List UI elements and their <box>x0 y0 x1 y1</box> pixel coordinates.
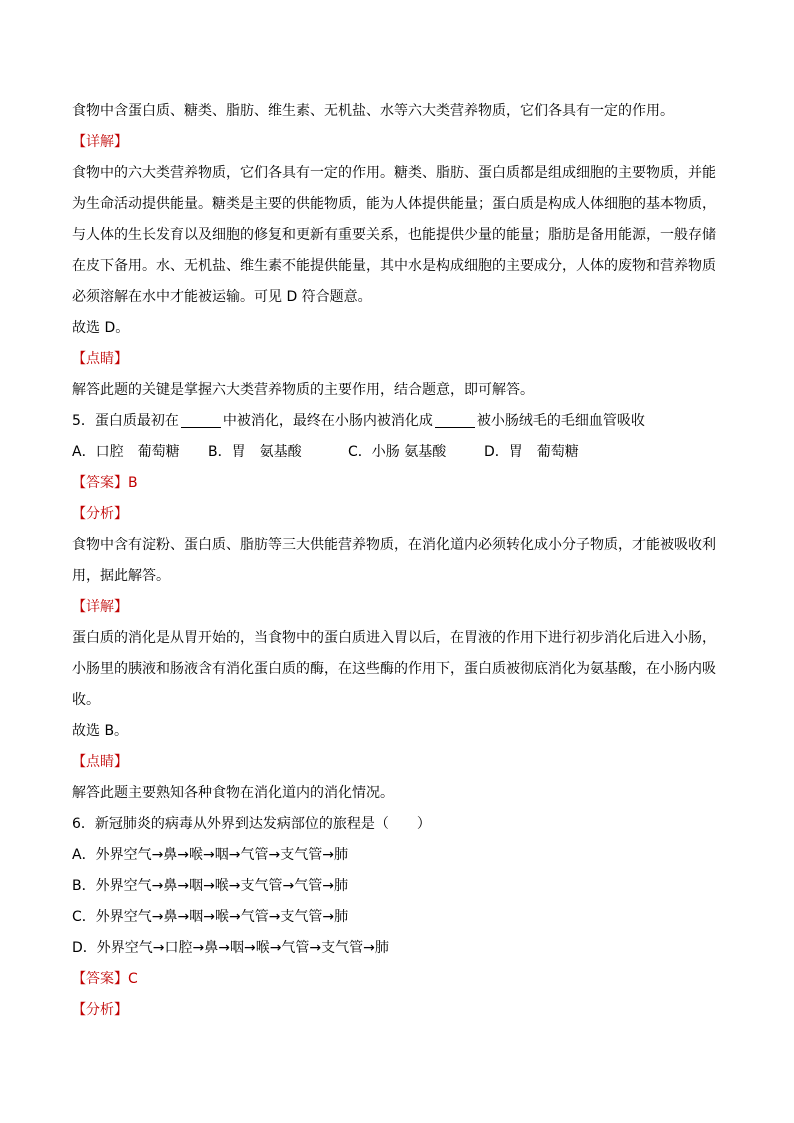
question-5-text-part1: 5．蛋白质最初在 <box>72 413 179 429</box>
question-5-stem <box>72 406 722 437</box>
section-label-tips: 【点睛】 <box>72 351 128 367</box>
question-5-options <box>72 437 722 468</box>
option-d: D．胃 葡萄糖 <box>484 444 579 460</box>
option-a: A．外界空气→鼻→喉→咽→气管→支气管→肺 <box>72 847 348 863</box>
paragraph-line: 食物中的六大类营养物质，它们各具有一定的作用。糖类、脂肪、蛋白质都是组成细胞的主要物质，并能 <box>72 165 716 181</box>
section-label-detail: 【详解】 <box>72 599 128 615</box>
section-label-tips: 【点睛】 <box>72 754 128 770</box>
option-c: C．小肠 氨基酸 <box>348 444 447 460</box>
paragraph-line: 食物中含蛋白质、糖类、脂肪、维生素、无机盐、水等六大类营养物质，它们各具有一定的作用。 <box>72 103 674 119</box>
question-6-stem: 6．新冠肺炎的病毒从外界到达发病部位的旅程是（ ） <box>72 816 431 832</box>
document-page <box>72 96 722 1026</box>
fill-blank <box>181 413 221 428</box>
option-b: B．胃 氨基酸 <box>208 444 302 460</box>
section-label-analysis: 【分析】 <box>72 506 128 522</box>
question-5-text-part2: 中被消化，最终在小肠内被消化成 <box>222 413 433 429</box>
fill-blank <box>435 413 475 428</box>
paragraph-line: 食物中含有淀粉、蛋白质、脂肪等三大供能营养物质，在消化道内必须转化成小分子物质，才能被吸收利 <box>72 537 716 553</box>
paragraph-line: 解答此题的关键是掌握六大类营养物质的主要作用，结合题意，即可解答。 <box>72 382 534 398</box>
paragraph-line: 与人体的生长发育以及细胞的修复和更新有重要关系，也能提供少量的能量；脂肪是备用能源，一般存储 <box>72 227 716 243</box>
section-label-analysis: 【分析】 <box>72 1002 128 1018</box>
question-5-text-part3: 被小肠绒毛的毛细血管吸收 <box>476 413 645 429</box>
option-c: C．外界空气→鼻→咽→喉→气管→支气管→肺 <box>72 909 349 925</box>
paragraph-line: 在皮下备用。水、无机盐、维生素不能提供能量，其中水是构成细胞的主要成分，人体的废物和营养物质 <box>72 258 716 274</box>
paragraph-line: 用，据此解答。 <box>72 568 170 584</box>
answer-choice-line: 故选 B。 <box>72 723 129 739</box>
paragraph-line: 解答此题主要熟知各种食物在消化道内的消化情况。 <box>72 785 394 801</box>
answer-label: 【答案】B <box>72 475 138 491</box>
section-label-detail: 【详解】 <box>72 134 128 150</box>
option-b: B．外界空气→鼻→咽→喉→支气管→气管→肺 <box>72 878 348 894</box>
paragraph-line: 为生命活动提供能量。糖类是主要的供能物质，能为人体提供能量；蛋白质是构成人体细胞的基本物质， <box>72 196 716 212</box>
paragraph-line: 小肠里的胰液和肠液含有消化蛋白质的酶，在这些酶的作用下，蛋白质被彻底消化为氨基酸，在小肠内吸 <box>72 661 716 677</box>
option-d: D．外界空气→口腔→鼻→咽→喉→气管→支气管→肺 <box>72 940 389 956</box>
answer-choice-line: 故选 D。 <box>72 320 130 336</box>
paragraph-line: 收。 <box>72 692 100 708</box>
paragraph-line: 蛋白质的消化是从胃开始的，当食物中的蛋白质进入胃以后，在胃液的作用下进行初步消化后进入小肠， <box>72 630 716 646</box>
answer-label: 【答案】C <box>72 971 138 987</box>
paragraph-line: 必须溶解在水中才能被运输。可见 D 符合题意。 <box>72 289 372 305</box>
option-a: A．口腔 葡萄糖 <box>72 444 180 460</box>
